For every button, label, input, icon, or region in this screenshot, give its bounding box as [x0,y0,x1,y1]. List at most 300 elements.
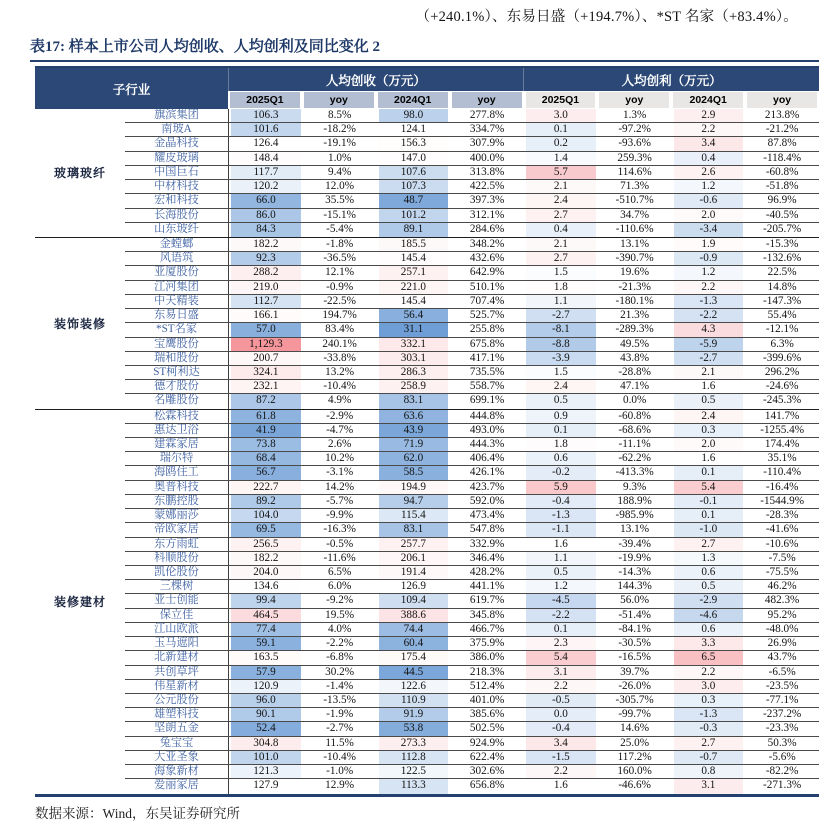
value-cell: 84.3 [229,223,303,237]
value-cells [228,694,819,707]
yoy-cell: 12.1% [303,266,377,279]
value-cell: 258.9 [377,380,451,393]
yoy-cell: 924.9% [450,737,524,750]
yoy-cell: -41.6% [745,523,819,536]
yoy-cell: -77.1% [745,694,819,707]
table-row [125,779,819,793]
yoy-cell: -0.9% [303,281,377,294]
yoy-cell: -245.3% [745,394,819,408]
table-row [125,694,819,708]
value-cell: 5.7 [524,166,598,179]
value-cell: 2.2 [672,666,746,679]
company-name: 瑞尔特 [159,452,194,465]
yoy-cell: -1.8% [303,238,377,251]
industry-group-rows [125,109,819,237]
value-cell: -3.9 [524,352,598,365]
value-cell: 74.4 [377,623,451,636]
value-cells [228,238,819,251]
value-cell: 1.9 [672,238,746,251]
value-cell: 232.1 [229,380,303,393]
yoy-cell: -62.2% [598,452,672,465]
yoy-cell: 401.0% [450,694,524,707]
yoy-cell: 312.1% [450,209,524,222]
company-name: 江河集团 [154,280,199,293]
value-cell: 219.0 [229,281,303,294]
yoy-cell: 397.3% [450,194,524,207]
value-cell: 1.8 [524,281,598,294]
value-cells [228,666,819,679]
value-cell: 182.2 [229,238,303,251]
value-cell: 120.2 [229,180,303,193]
value-cell: 145.4 [377,295,451,308]
company-name: 蒙娜丽莎 [154,509,199,522]
yoy-cell: 49.5% [598,338,672,351]
yoy-cell: 345.8% [450,609,524,622]
value-cell: 113.3 [377,779,451,793]
yoy-cell: -46.6% [598,779,672,793]
value-cell: 3.4 [524,737,598,750]
value-cell: -2.9 [672,594,746,607]
value-cell: 185.5 [377,238,451,251]
yoy-cell: 43.8% [598,352,672,365]
value-cell: 134.6 [229,580,303,593]
yoy-cell: -289.3% [598,323,672,336]
table-row [125,737,819,751]
company-name: 山东玻纤 [154,222,199,235]
company-name: 亚士创能 [154,594,199,607]
yoy-cell: -305.7% [598,694,672,707]
value-cell: 1.2 [524,580,598,593]
value-cell: 6.5 [672,651,746,664]
industry-group [35,109,819,238]
yoy-cell: 444.8% [450,410,524,423]
value-cell: 1.3 [672,552,746,565]
table-row [125,295,819,309]
yoy-cell: -93.6% [598,137,672,150]
industry-group-rows [125,410,819,794]
yoy-cell: 50.3% [745,737,819,750]
yoy-cell: 4.0% [303,623,377,636]
value-cell: 122.5 [377,765,451,778]
yoy-cell: -15.1% [303,209,377,222]
yoy-cell: 259.3% [598,152,672,165]
company-name: 玉马遮阳 [154,637,199,650]
value-cell: 122.6 [377,680,451,693]
value-cell: -0.6 [672,194,746,207]
table-row [125,751,819,765]
yoy-cell: -84.1% [598,623,672,636]
yoy-cell: -15.3% [745,238,819,251]
company-name: *ST名家 [155,323,198,336]
yoy-cell: 656.8% [450,779,524,793]
yoy-cell: 400.0% [450,152,524,165]
value-cell: 304.8 [229,737,303,750]
company-name: ST柯利达 [153,365,200,378]
yoy-cell: 675.8% [450,338,524,351]
value-cell: -1.3 [672,295,746,308]
yoy-cell: -10.4% [303,380,377,393]
yoy-cell: -1.4% [303,680,377,693]
yoy-cell: -271.3% [745,779,819,793]
yoy-cell: -30.5% [598,637,672,650]
value-cells [228,651,819,664]
value-cells [228,609,819,622]
header-revenue-per-capita: 人均创收（万元） [228,68,524,91]
value-cell: 92.3 [229,252,303,265]
value-cell: 166.1 [229,309,303,322]
yoy-cell: -19.9% [598,552,672,565]
value-cell: 56.7 [229,466,303,479]
value-cell: 0.9 [524,410,598,423]
yoy-cell: -180.1% [598,295,672,308]
value-cell: 324.1 [229,366,303,379]
yoy-cell: -16.5% [598,651,672,664]
yoy-cell: 525.7% [450,309,524,322]
value-cell: 77.4 [229,623,303,636]
yoy-cell: 417.1% [450,352,524,365]
industry-group [35,238,819,410]
yoy-cell: -2.7% [303,722,377,735]
header-industry: 子行业 [112,82,151,97]
value-cell: -4.6 [672,609,746,622]
value-cell: 126.9 [377,580,451,593]
value-cell: 89.2 [229,495,303,508]
yoy-cell: -4.7% [303,424,377,437]
value-cell: -0.1 [672,495,746,508]
table-row [125,466,819,480]
value-cell: 53.8 [377,722,451,735]
table-row [125,166,819,180]
value-cells [228,410,819,423]
yoy-cell: -19.1% [303,137,377,150]
yoy-cell: 375.9% [450,637,524,650]
value-cell: 0.5 [524,566,598,579]
value-cell: 0.1 [524,123,598,136]
company-name: 奥普科技 [154,480,199,493]
table-row [125,152,819,166]
yoy-cell: -3.1% [303,466,377,479]
subheader-cell: yoy [597,91,671,109]
yoy-cell: 218.3% [450,666,524,679]
value-cell: 0.3 [672,424,746,437]
yoy-cell: 141.7% [745,410,819,423]
yoy-cell: -11.6% [303,552,377,565]
value-cells [228,481,819,494]
value-cell: 0.1 [672,509,746,522]
yoy-cell: 466.7% [450,623,524,636]
table-row [125,380,819,394]
value-cell: 147.0 [377,152,451,165]
value-cells [228,266,819,279]
yoy-cell: -1255.4% [745,424,819,437]
value-cells [228,281,819,294]
value-cell: 104.0 [229,509,303,522]
value-cell: 2.2 [524,680,598,693]
table-row [125,323,819,337]
yoy-cell: 482.3% [745,594,819,607]
value-cell: 56.4 [377,309,451,322]
yoy-cell: 426.1% [450,466,524,479]
table-row [125,495,819,509]
value-cell: -2.7 [524,309,598,322]
table-row [125,338,819,352]
yoy-cell: -5.6% [745,751,819,764]
table-row [125,538,819,552]
yoy-cell: -51.8% [745,180,819,193]
value-cell: 115.4 [377,509,451,522]
table-row [125,223,819,237]
company-name: 中材科技 [154,180,199,193]
table-row [125,180,819,194]
value-cell: 63.6 [377,410,451,423]
yoy-cell: 11.5% [303,737,377,750]
paragraph-continuation: （+240.1%）、东易日盛（+194.7%）、*ST 名家（+83.4%）。 [415,9,798,25]
yoy-cell: 10.2% [303,452,377,465]
table-row [125,722,819,736]
value-cell: -1.3 [672,708,746,721]
value-cell: 2.0 [672,209,746,222]
value-cell: -2.2 [524,609,598,622]
yoy-cell: 0.0% [598,394,672,408]
table-row [125,438,819,452]
yoy-cell: 117.2% [598,751,672,764]
yoy-cell: -12.1% [745,323,819,336]
value-cell: 204.0 [229,566,303,579]
yoy-cell: -0.5% [303,538,377,551]
company-name: 雄塑科技 [154,708,199,721]
value-cell: 0.1 [524,623,598,636]
value-cell: 1.6 [524,538,598,551]
value-cell: 2.4 [524,380,598,393]
value-cell: 257.7 [377,538,451,551]
company-name: 长海股份 [154,208,199,221]
company-name: 宝鹰股份 [154,337,199,350]
company-name: 江山欧派 [154,622,199,635]
company-name: 保立佳 [159,608,194,621]
yoy-cell: 12.0% [303,180,377,193]
value-cells [228,438,819,451]
value-cell: 110.9 [377,694,451,707]
value-cell: 57.9 [229,666,303,679]
yoy-cell: 35.5% [303,194,377,207]
yoy-cell: 307.9% [450,137,524,150]
company-name: 东鹏控股 [154,494,199,507]
yoy-cell: 558.7% [450,380,524,393]
value-cell: -8.8 [524,338,598,351]
value-cell: 96.0 [229,694,303,707]
data-source: 数据来源：Wind，东吴证券研究所 [35,805,240,821]
company-name: 爱丽家居 [154,779,199,792]
value-cell: 145.4 [377,252,451,265]
value-cell: 120.9 [229,680,303,693]
value-cell: 109.4 [377,594,451,607]
value-cell: 0.5 [524,394,598,408]
value-cell: 1.1 [524,552,598,565]
value-cell: 5.9 [524,481,598,494]
subheader-cell: 2025Q1 [228,91,302,109]
value-cell: 101.2 [377,209,451,222]
value-cell: 257.1 [377,266,451,279]
company-name: 兔宝宝 [159,736,194,749]
yoy-cell: 47.1% [598,380,672,393]
value-cells [228,194,819,207]
yoy-cell: -60.8% [745,166,819,179]
value-cell: 91.9 [377,708,451,721]
value-cell: 0.6 [672,566,746,579]
table-row [125,123,819,137]
subheader-cell: yoy [450,91,524,109]
table-body [35,109,819,794]
value-cell: 0.3 [672,694,746,707]
header-profit-per-capita: 人均创利（万元） [523,68,819,91]
yoy-cell: 6.0% [303,580,377,593]
value-cell: -0.7 [672,751,746,764]
yoy-cell: -33.8% [303,352,377,365]
value-cell: 1,129.3 [229,338,303,351]
table-row [125,352,819,366]
yoy-cell: -9.2% [303,594,377,607]
yoy-cell: 313.8% [450,166,524,179]
yoy-cell: 83.4% [303,323,377,336]
yoy-cell: -14.3% [598,566,672,579]
company-name: 中天精装 [154,294,199,307]
value-cell: 0.8 [672,765,746,778]
value-cell: -2.2 [672,309,746,322]
value-cell: 182.2 [229,552,303,565]
value-cell: 303.1 [377,352,451,365]
table-row [125,252,819,266]
yoy-cell: 194.7% [303,309,377,322]
table-row [125,680,819,694]
value-cell: 175.4 [377,651,451,664]
value-cells [228,466,819,479]
industry-group-label: 装饰装修 [53,316,106,331]
yoy-cell: -24.6% [745,380,819,393]
value-cell: 273.3 [377,737,451,750]
value-cell: 156.3 [377,137,451,150]
yoy-cell: 14.6% [598,722,672,735]
value-cell: -1.3 [524,509,598,522]
value-cell: 2.7 [524,209,598,222]
value-cells [228,637,819,650]
yoy-cell: -237.2% [745,708,819,721]
yoy-cell: -399.6% [745,352,819,365]
yoy-cell: -118.4% [745,152,819,165]
data-table [35,66,819,797]
yoy-cell: -5.7% [303,495,377,508]
yoy-cell: 422.5% [450,180,524,193]
yoy-cell: 9.3% [598,481,672,494]
company-name: 坚朗五金 [154,722,199,735]
value-cell: 66.0 [229,194,303,207]
value-cells [228,252,819,265]
value-cell: 3.0 [672,680,746,693]
yoy-cell: 385.6% [450,708,524,721]
value-cells [228,552,819,565]
yoy-cell: 510.1% [450,281,524,294]
yoy-cell: -16.3% [303,523,377,536]
value-cell: 191.4 [377,566,451,579]
yoy-cell: 19.6% [598,266,672,279]
yoy-cell: -82.2% [745,765,819,778]
company-name: 南玻A [161,123,192,136]
yoy-cell: 96.9% [745,194,819,207]
yoy-cell: -99.7% [598,708,672,721]
table-row [125,509,819,523]
value-cell: 124.1 [377,123,451,136]
yoy-cell: 34.7% [598,209,672,222]
company-name: 海鸥住工 [154,466,199,479]
value-cells [228,323,819,336]
title-divider [30,60,819,62]
yoy-cell: 19.5% [303,609,377,622]
yoy-cell: -5.4% [303,223,377,237]
value-cell: 73.8 [229,438,303,451]
value-cells [228,352,819,365]
value-cell: -2.7 [672,352,746,365]
yoy-cell: 346.4% [450,552,524,565]
yoy-cell: -413.3% [598,466,672,479]
yoy-cell: 432.6% [450,252,524,265]
yoy-cell: -205.7% [745,223,819,237]
value-cells [228,180,819,193]
value-cell: 194.9 [377,481,451,494]
yoy-cell: -7.5% [745,552,819,565]
value-cell: 0.4 [524,223,598,237]
table-row [125,523,819,537]
value-cells [228,495,819,508]
company-name: 风语筑 [159,252,194,265]
value-cell: 0.5 [672,394,746,408]
value-cell: -8.1 [524,323,598,336]
value-cell: 206.1 [377,552,451,565]
table-row [125,424,819,438]
subheader-cell: yoy [302,91,376,109]
value-cell: 2.0 [672,438,746,451]
value-cell: 5.4 [524,651,598,664]
yoy-cell: 707.4% [450,295,524,308]
subheader-cells [228,91,819,109]
value-cells [228,109,819,122]
yoy-cell: 699.1% [450,394,524,408]
yoy-cell: 2.6% [303,438,377,451]
yoy-cell: 55.4% [745,309,819,322]
value-cell: 48.7 [377,194,451,207]
yoy-cell: -10.6% [745,538,819,551]
value-cell: 117.7 [229,166,303,179]
value-cells [228,765,819,778]
value-cell: 68.4 [229,452,303,465]
value-cell: 98.0 [377,109,451,122]
value-cell: 2.1 [524,180,598,193]
value-cells [228,209,819,222]
value-cell: 1.6 [672,452,746,465]
value-cell: -0.5 [524,694,598,707]
yoy-cell: 622.4% [450,751,524,764]
value-cell: 1.1 [524,295,598,308]
yoy-cell: -26.0% [598,680,672,693]
company-name: 大亚圣象 [154,750,199,763]
table-row [125,309,819,323]
company-name: 东易日盛 [154,309,199,322]
value-cells [228,424,819,437]
table-row [125,666,819,680]
company-name: 中国巨石 [154,165,199,178]
value-cells [228,751,819,764]
company-name: 共创草坪 [154,665,199,678]
value-cell: 83.1 [377,523,451,536]
yoy-cell: 8.5% [303,109,377,122]
